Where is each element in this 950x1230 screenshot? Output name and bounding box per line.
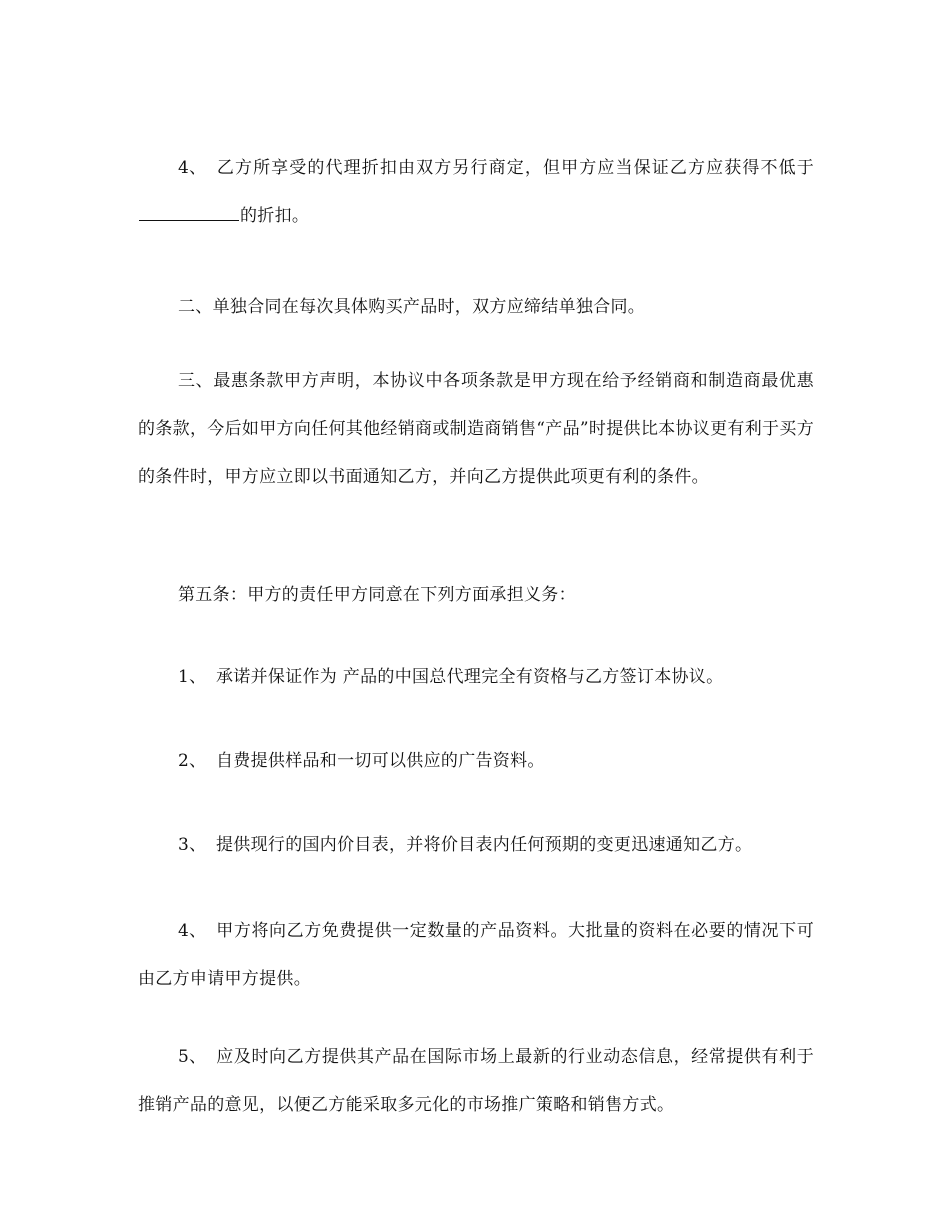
section-most-favored-clause: 三、最惠条款甲方声明，本协议中各项条款是甲方现在给予经销商和制造商最优惠的条款，今后如甲方向任何其他经销商或制造商销售“产品”时提供比本协议更有利于买方的条件时，甲方应立即以书面通知乙方，并向乙方提供此项更有利的条件。 — [138, 371, 814, 487]
obligation-text: 自费提供样品和一切可以供应的广告资料。 — [216, 751, 545, 771]
obligation-text: 承诺并保证作为 产品的中国总代理完全有资格与乙方签订本协议。 — [216, 667, 724, 687]
obligation-text: 甲方将向乙方免费提供一定数量的产品资料。大批量的资料在必要的情况下可由乙方申请甲方提供。 — [138, 921, 814, 989]
obligation-3 — [138, 821, 814, 869]
obligation-5 — [138, 1033, 814, 1129]
fill-in-blank[interactable] — [139, 206, 239, 221]
item-number: 5、 — [178, 1047, 207, 1067]
obligation-4 — [138, 907, 814, 1003]
item-number: 4、 — [178, 921, 207, 941]
article-5-heading: 第五条：甲方的责任甲方同意在下列方面承担义务： — [178, 585, 576, 605]
clause-4-discount — [138, 144, 814, 240]
clause-text: 乙方所享受的代理折扣由双方另行商定，但甲方应当保证乙方应获得不低于 — [216, 158, 814, 178]
item-number: 1、 — [178, 667, 207, 687]
obligation-text: 提供现行的国内价目表，并将价目表内任何预期的变更迅速通知乙方。 — [216, 835, 753, 855]
item-number: 3、 — [178, 835, 207, 855]
obligation-text: 应及时向乙方提供其产品在国际市场上最新的行业动态信息，经常提供有利于推销产品的意见，以便乙方能采取多元化的市场推广策略和销售方式。 — [138, 1047, 814, 1115]
obligation-2 — [138, 737, 814, 785]
item-number: 2、 — [178, 751, 207, 771]
section-separate-contract: 二、单独合同在每次具体购买产品时，双方应缔结单独合同。 — [178, 297, 646, 317]
item-number: 4、 — [178, 158, 207, 178]
clause-text-end: 的折扣。 — [240, 206, 310, 226]
obligation-1 — [138, 653, 814, 701]
